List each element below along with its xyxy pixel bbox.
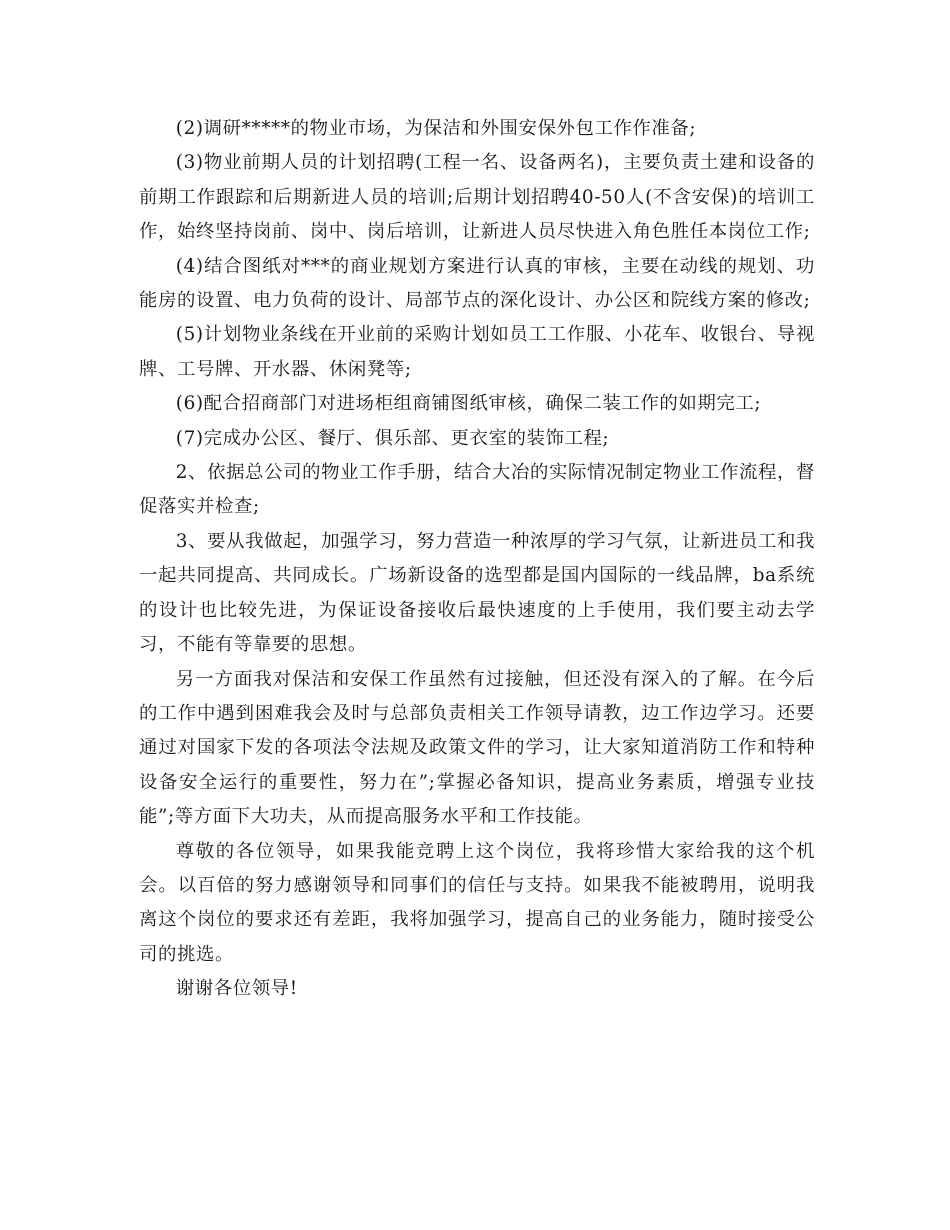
paragraph-item-4: (4)结合图纸对***的商业规划方案进行认真的审核，主要在动线的规划、功能房的设置、电力负荷的设计、局部节点的深化设计、办公区和院线方案的修改; [139, 255, 815, 312]
paragraph-item-5: (5)计划物业条线在开业前的采购计划如员工工作服、小花车、收银台、导视牌、工号牌、开水器、休闲凳等; [139, 324, 815, 380]
paragraph-point-2: 2、依据总公司的物业工作手册，结合大冶的实际情况制定物业工作流程，督促落实并检查; [139, 462, 815, 518]
paragraph-item-3: (3)物业前期人员的计划招聘(工程一名、设备两名)，主要负责土建和设备的前期工作跟踪和后期新进人员的培训;后期计划招聘40-50人(不含安保)的培训工作，始终坚持岗前、岗中、岗后培训，让新进人员尽快进入角色胜任本岗位工作; [139, 152, 815, 243]
document-body [139, 112, 815, 1007]
paragraph-security-learning: 另一方面我对保洁和安保工作虽然有过接触，但还没有深入的了解。在今后的工作中遇到困难我会及时与总部负责相关工作领导请教，边工作边学习。还要通过对国家下发的各项法令法规及政策文件的学习，让大家知道消防工作和特种设备安全运行的重要性，努力在”;掌握必备知识，提高业务素质，增强专业技能”;等方面下大功夫，从而提高服务水平和工作技能。 [139, 668, 815, 828]
paragraph-thanks: 谢谢各位领导! [175, 978, 298, 1000]
paragraph-closing-remarks: 尊敬的各位领导，如果我能竞聘上这个岗位，我将珍惜大家给我的这个机会。以百倍的努力感谢领导和同事们的信任与支持。如果我不能被聘用，说明我离这个岗位的要求还有差距，我将加强学习，提高自己的业务能力，随时接受公司的挑选。 [139, 840, 815, 965]
paragraph-item-2: (2)调研*****的物业市场，为保洁和外围安保外包工作作准备; [175, 118, 697, 139]
paragraph-item-7: (7)完成办公区、餐厅、俱乐部、更衣室的装饰工程; [175, 427, 610, 449]
paragraph-item-6: (6)配合招商部门对进场柜组商铺图纸审核，确保二装工作的如期完工; [175, 393, 762, 415]
paragraph-point-3: 3、要从我做起，加强学习，努力营造一种浓厚的学习气氛，让新进员工和我一起共同提高、共同成长。广场新设备的选型都是国内国际的一线品牌，ba系统的设计也比较先进，为保证设备接收后最快速度的上手使用，我们要主动去学习，不能有等靠要的思想。 [139, 530, 815, 656]
